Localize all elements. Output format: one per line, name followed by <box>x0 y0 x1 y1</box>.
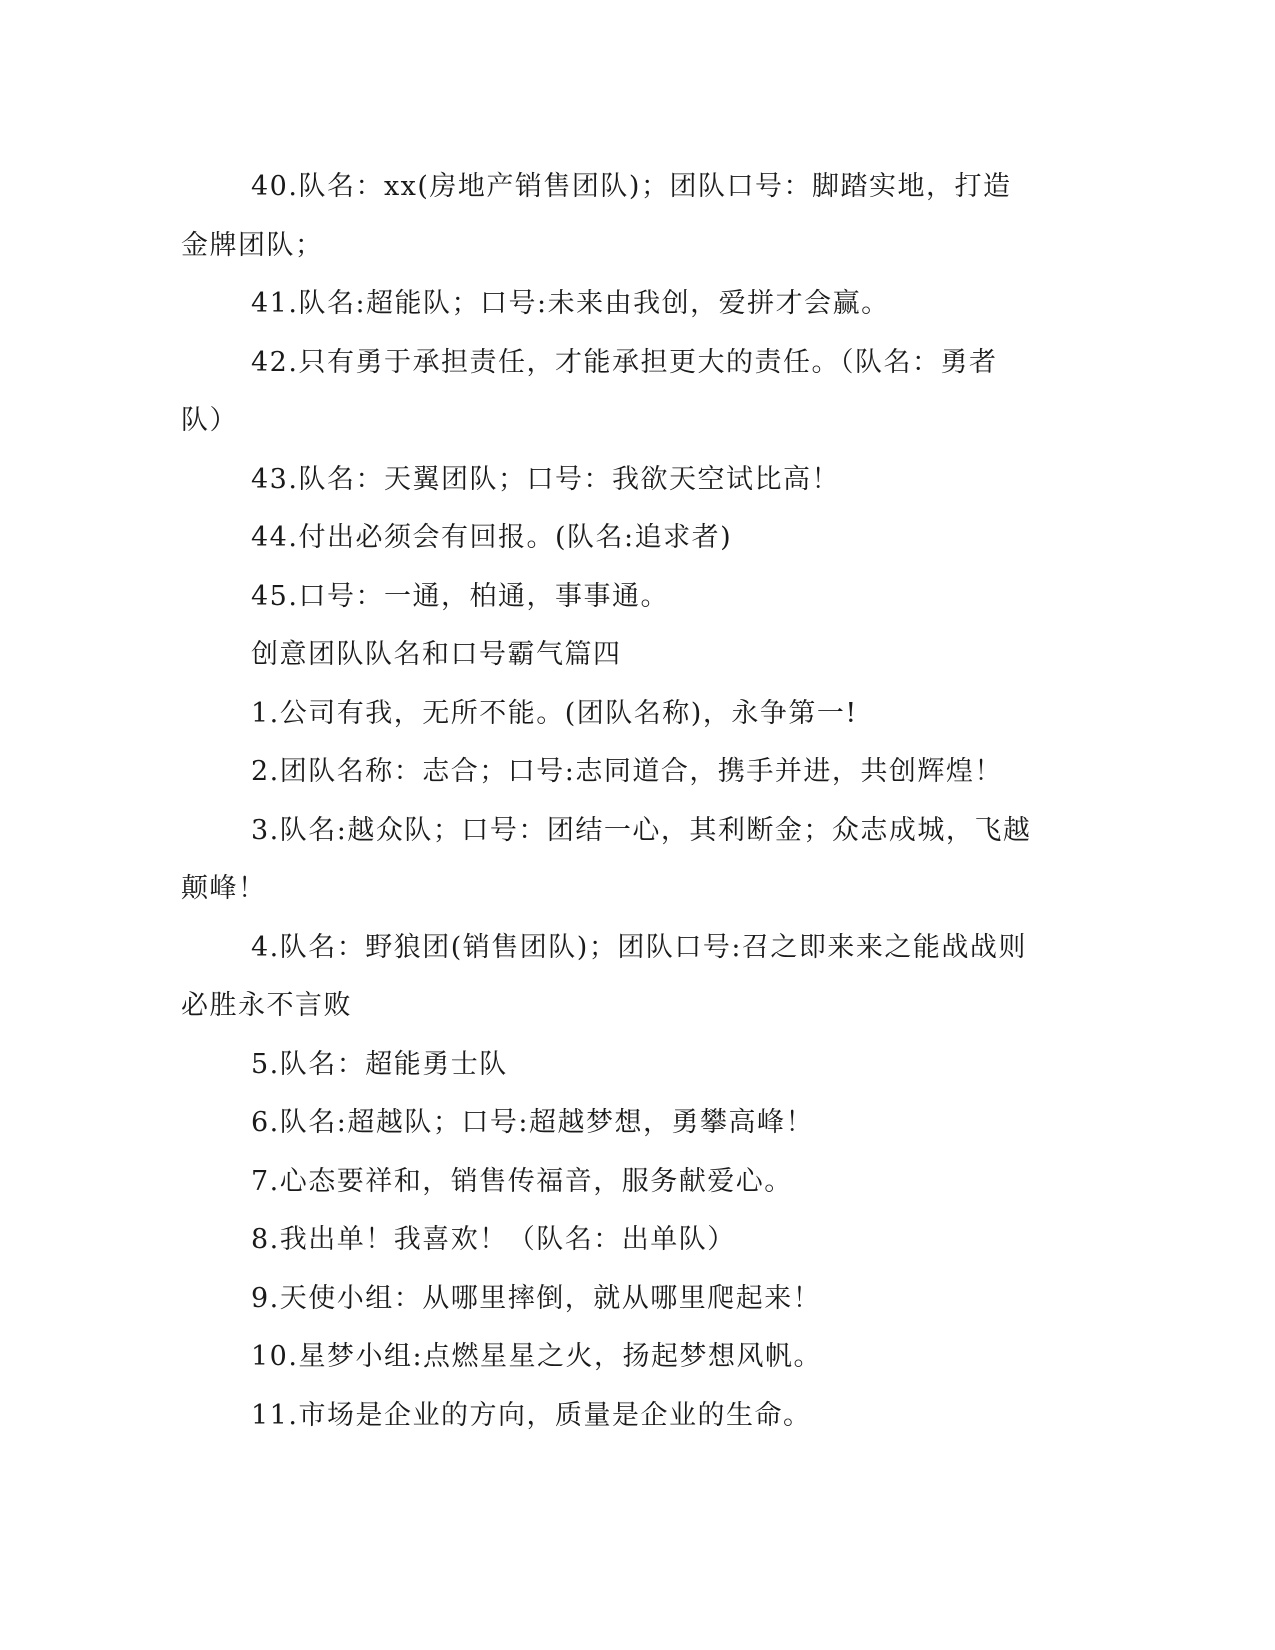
paragraph-45: 45.口号：一通，柏通，事事通。 <box>251 580 669 612</box>
paragraph-5: 5.队名：超能勇士队 <box>251 1048 508 1080</box>
paragraph-4: 4.队名：野狼团(销售团队)；团队口号:召之即来来之能战战则必胜永不言败 <box>181 931 1027 1021</box>
paragraph-3: 3.队名:越众队；口号：团结一心，其利断金；众志成城，飞越颠峰！ <box>181 814 1032 904</box>
paragraph-44: 44.付出必须会有回报。(队名:追求者) <box>251 522 733 553</box>
paragraph-9: 9.天使小组：从哪里摔倒，就从哪里爬起来！ <box>251 1282 822 1314</box>
paragraph-11: 11.市场是企业的方向，质量是企业的生命。 <box>251 1399 812 1431</box>
document-body <box>181 158 1035 1445</box>
paragraph-6: 6.队名:超越队；口号:超越梦想，勇攀高峰！ <box>251 1107 814 1138</box>
paragraph-8: 8.我出单！我喜欢！（队名：出单队） <box>251 1224 736 1255</box>
paragraph-2: 2.团队名称：志合；口号:志同道合，携手并进，共创辉煌！ <box>251 756 1003 787</box>
paragraph-40: 40.队名：xx(房地产销售团队)；团队口号：脚踏实地，打造金牌团队； <box>181 171 1012 261</box>
paragraph-43: 43.队名：天翼团队；口号：我欲天空试比高！ <box>251 463 840 495</box>
paragraph-1: 1.公司有我，无所不能。(团队名称)，永争第一! <box>251 697 858 729</box>
paragraph-42: 42.只有勇于承担责任，才能承担更大的责任。（队名：勇者队） <box>181 346 998 436</box>
paragraph-10: 10.星梦小组:点燃星星之火，扬起梦想风帆。 <box>251 1341 823 1372</box>
paragraph-7: 7.心态要祥和，销售传福音，服务献爱心。 <box>251 1165 793 1197</box>
paragraph-41: 41.队名:超能队；口号:未来由我创，爱拼才会赢。 <box>251 288 890 319</box>
section-heading: 创意团队队名和口号霸气篇四 <box>251 639 622 670</box>
